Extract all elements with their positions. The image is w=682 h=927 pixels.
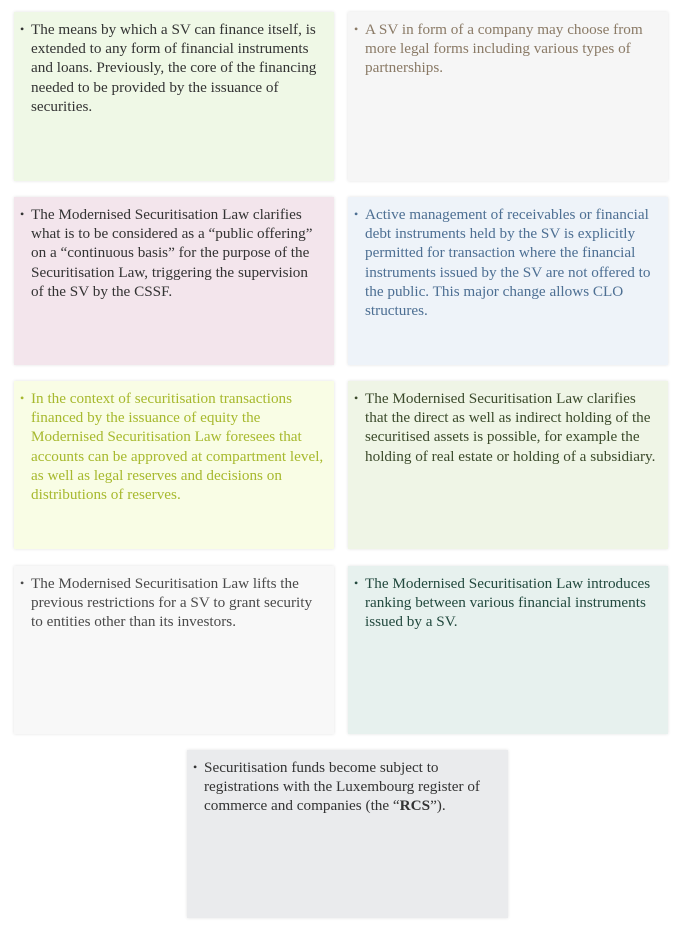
- info-card-asset-holding: [348, 381, 668, 549]
- bullet-marker: •: [20, 391, 25, 405]
- info-card-financing: [14, 12, 334, 181]
- bullet-item: [20, 205, 324, 301]
- bullet-item: [354, 205, 658, 320]
- bullet-marker: •: [20, 207, 25, 221]
- bullet-item: [193, 758, 498, 816]
- card-text: The Modernised Securitisation Law clarifies what is to be considered as a “public offering” on a “continuous basis” for the purpose of the Securitisation Law, triggering the supervision of the SV by the CSSF.: [31, 206, 313, 300]
- info-card-public-offering: [14, 197, 334, 365]
- card-text: The means by which a SV can finance itself, is extended to any form of financial instruments and loans. Previously, the core of the financing needed to be provided by the issuance of securities.: [31, 21, 317, 115]
- info-card-ranking: [348, 566, 668, 734]
- bullet-marker: •: [193, 760, 198, 774]
- card-text: A SV in form of a company may choose from more legal forms including various types of partnerships.: [365, 21, 643, 77]
- info-card-rcs-registration: [187, 750, 508, 918]
- card-text-after: ”).: [430, 797, 446, 815]
- card-text: In the context of securitisation transactions financed by the issuance of equity the Modernised Securitisation Law foresees that accounts can be approved at compartment level, as well as legal reserves and decisions on distributions of reserves.: [31, 390, 324, 504]
- bullet-marker: •: [354, 207, 359, 221]
- bullet-item: [20, 389, 324, 504]
- info-card-legal-forms: [348, 12, 668, 181]
- bullet-marker: •: [20, 576, 25, 590]
- bullet-marker: •: [354, 391, 359, 405]
- bullet-marker: •: [354, 576, 359, 590]
- info-card-equity-financing: [14, 381, 334, 549]
- card-text: The Modernised Securitisation Law clarifies that the direct as well as indirect holding of the securitised assets is possible, for example the holding of real estate or holding of a subsidiary.: [365, 390, 656, 465]
- card-text: The Modernised Securitisation Law introduces ranking between various financial instruments issued by a SV.: [365, 575, 651, 631]
- bullet-item: [354, 20, 658, 78]
- bullet-item: [354, 389, 658, 466]
- rcs-abbreviation: RCS: [399, 797, 431, 815]
- bullet-item: [20, 20, 324, 116]
- card-text: Active management of receivables or financial debt instruments held by the SV is explicitly permitted for transaction where the financial instruments issued by the SV are not offered to the public. This major change allows CLO structures.: [365, 206, 651, 320]
- card-text: [204, 758, 498, 816]
- bullet-item: [354, 574, 658, 632]
- info-card-security-restrictions: [14, 566, 334, 734]
- bullet-item: [20, 574, 324, 632]
- info-card-active-management: [348, 197, 668, 365]
- bullet-marker: •: [20, 22, 25, 36]
- bullet-marker: •: [354, 22, 359, 36]
- card-text-before: Securitisation funds become subject to registrations with the Luxembourg register of commerce and companies (the “: [204, 759, 480, 815]
- card-text: The Modernised Securitisation Law lifts the previous restrictions for a SV to grant security to entities other than its investors.: [31, 575, 313, 631]
